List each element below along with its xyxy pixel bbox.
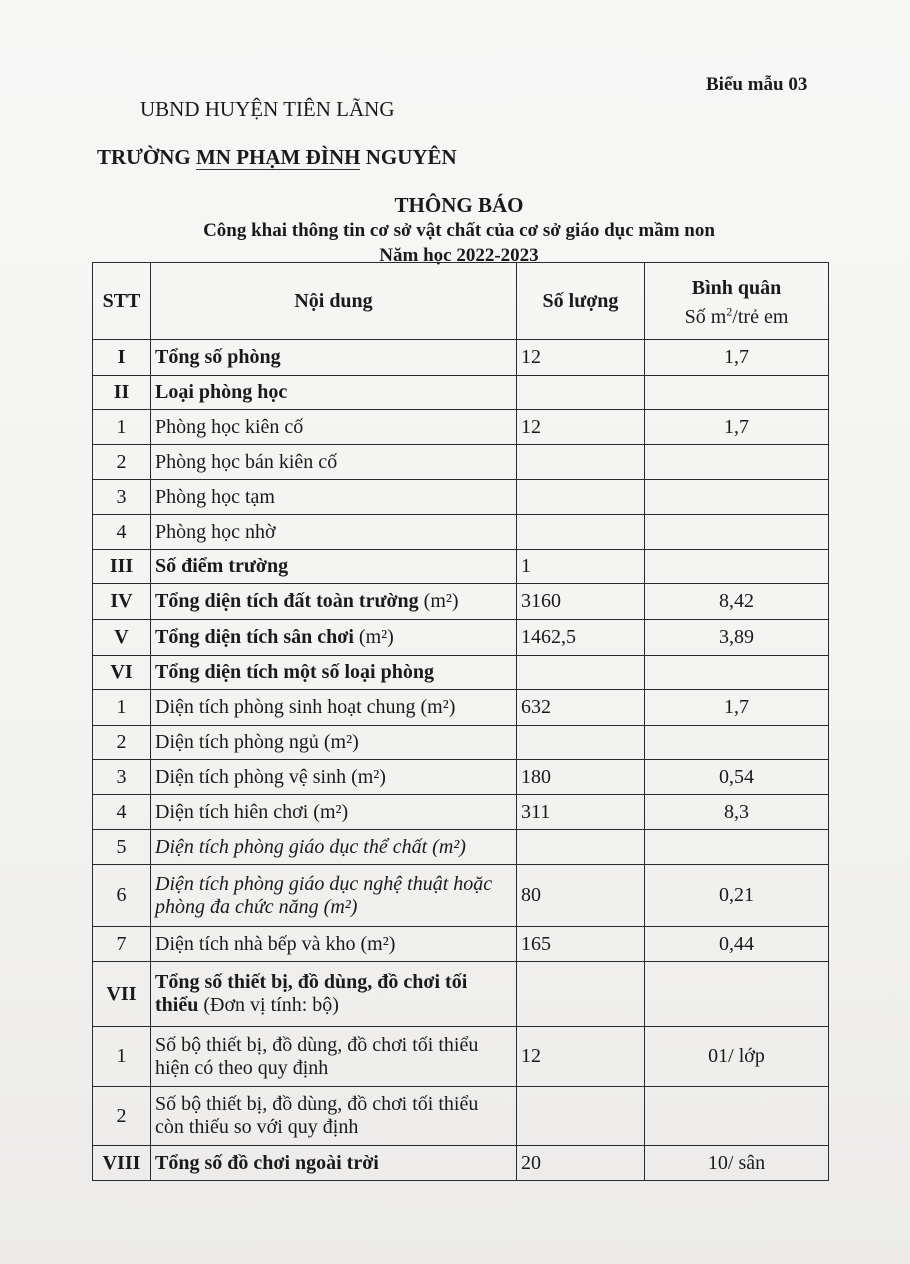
row-content-text: Diện tích phòng giáo dục nghệ thuật hoặc phòng đa chức năng (m²) bbox=[155, 872, 493, 918]
row-content-text: Phòng học tạm bbox=[155, 485, 275, 508]
row-stt: 4 bbox=[93, 795, 151, 830]
row-avg: 0,21 bbox=[645, 865, 829, 927]
row-stt: 5 bbox=[93, 830, 151, 865]
row-stt: VIII bbox=[93, 1146, 151, 1181]
row-avg bbox=[645, 656, 829, 690]
table-row bbox=[93, 480, 829, 515]
agency-name: UBND HUYỆN TIÊN LÃNG bbox=[140, 97, 395, 121]
row-avg: 1,7 bbox=[645, 340, 829, 376]
row-content bbox=[151, 830, 517, 865]
row-content-unit: (m²) bbox=[418, 590, 459, 612]
row-content bbox=[151, 376, 517, 410]
row-qty: 3160 bbox=[517, 584, 645, 620]
row-avg bbox=[645, 480, 829, 515]
row-content-text: Diện tích phòng vệ sinh (m²) bbox=[155, 765, 386, 788]
row-content-text: Diện tích nhà bếp và kho (m²) bbox=[155, 932, 396, 955]
row-stt: 4 bbox=[93, 515, 151, 550]
row-stt: 1 bbox=[93, 1027, 151, 1087]
row-stt: 2 bbox=[93, 726, 151, 760]
row-stt: 3 bbox=[93, 760, 151, 795]
table-row bbox=[93, 584, 829, 620]
row-stt: 2 bbox=[93, 1087, 151, 1146]
row-stt: 1 bbox=[93, 410, 151, 445]
notice-title: THÔNG BÁO bbox=[394, 193, 524, 217]
table-row bbox=[93, 760, 829, 795]
row-avg bbox=[645, 726, 829, 760]
row-qty: 1462,5 bbox=[517, 620, 645, 656]
row-qty: 12 bbox=[517, 1027, 645, 1087]
row-avg: 0,44 bbox=[645, 927, 829, 962]
table-row bbox=[93, 1146, 829, 1181]
row-content bbox=[151, 690, 517, 726]
row-avg: 10/ sân bbox=[645, 1146, 829, 1181]
row-avg bbox=[645, 550, 829, 584]
row-content-text: Tổng diện tích sân chơi bbox=[155, 626, 354, 648]
row-avg: 1,7 bbox=[645, 690, 829, 726]
row-stt: II bbox=[93, 376, 151, 410]
notice-subtitle: Công khai thông tin cơ sở vật chất của cơ sở giáo dục mầm non bbox=[203, 220, 715, 241]
row-qty bbox=[517, 515, 645, 550]
row-content-text: Tổng số đồ chơi ngoài trời bbox=[155, 1151, 379, 1174]
school-underline bbox=[196, 169, 360, 170]
row-qty bbox=[517, 830, 645, 865]
row-avg bbox=[645, 445, 829, 480]
row-content-text: Phòng học nhờ bbox=[155, 520, 276, 543]
row-content bbox=[151, 962, 517, 1027]
row-content bbox=[151, 445, 517, 480]
row-avg bbox=[645, 376, 829, 410]
row-avg: 8,3 bbox=[645, 795, 829, 830]
row-qty bbox=[517, 445, 645, 480]
row-stt: 7 bbox=[93, 927, 151, 962]
row-qty: 20 bbox=[517, 1146, 645, 1181]
row-stt: VII bbox=[93, 962, 151, 1027]
row-content bbox=[151, 550, 517, 584]
row-qty bbox=[517, 726, 645, 760]
form-number: Biểu mẫu 03 bbox=[706, 74, 808, 95]
row-content bbox=[151, 340, 517, 376]
facilities-table bbox=[92, 262, 829, 1181]
row-content-text: Tổng số thiết bị, đồ dùng, đồ chơi tối thiểu bbox=[155, 971, 468, 1016]
row-qty: 12 bbox=[517, 340, 645, 376]
row-content-text: Tổng số phòng bbox=[155, 346, 281, 368]
row-qty bbox=[517, 656, 645, 690]
row-content bbox=[151, 410, 517, 445]
row-stt: IV bbox=[93, 584, 151, 620]
school-name: TRƯỜNG MN PHẠM ĐÌNH NGUYÊN bbox=[97, 145, 457, 169]
row-qty bbox=[517, 480, 645, 515]
row-content-text: Số bộ thiết bị, đồ dùng, đồ chơi tối thiểu còn thiếu so với quy định bbox=[155, 1093, 479, 1138]
row-content-unit: (Đơn vị tính: bộ) bbox=[198, 994, 339, 1016]
row-content bbox=[151, 726, 517, 760]
row-content-text: Diện tích hiên chơi (m²) bbox=[155, 800, 349, 823]
row-content-unit: (m²) bbox=[353, 626, 394, 648]
row-avg bbox=[645, 830, 829, 865]
row-content bbox=[151, 927, 517, 962]
table-row bbox=[93, 550, 829, 584]
row-content bbox=[151, 865, 517, 927]
row-avg: 01/ lớp bbox=[645, 1027, 829, 1087]
row-avg bbox=[645, 1087, 829, 1146]
row-content bbox=[151, 584, 517, 620]
table-header-row bbox=[93, 263, 829, 340]
row-stt: 1 bbox=[93, 690, 151, 726]
row-content bbox=[151, 1146, 517, 1181]
table-row bbox=[93, 445, 829, 480]
row-content bbox=[151, 760, 517, 795]
header-avg-title: Bình quân bbox=[691, 277, 782, 299]
row-content-text: Diện tích phòng giáo dục thể chất (m²) bbox=[155, 835, 466, 858]
row-qty bbox=[517, 1087, 645, 1146]
row-qty: 311 bbox=[517, 795, 645, 830]
table-row bbox=[93, 690, 829, 726]
table-body bbox=[93, 340, 829, 1181]
row-qty: 180 bbox=[517, 760, 645, 795]
table-row bbox=[93, 656, 829, 690]
row-content bbox=[151, 795, 517, 830]
header-stt: STT bbox=[93, 263, 151, 340]
row-stt: I bbox=[93, 340, 151, 376]
row-avg: 0,54 bbox=[645, 760, 829, 795]
row-qty bbox=[517, 376, 645, 410]
row-qty: 165 bbox=[517, 927, 645, 962]
row-stt: V bbox=[93, 620, 151, 656]
row-content-text: Tổng diện tích một số loại phòng bbox=[155, 661, 434, 683]
row-qty: 12 bbox=[517, 410, 645, 445]
table-row bbox=[93, 865, 829, 927]
row-content bbox=[151, 1027, 517, 1087]
header-qty: Số lượng bbox=[517, 263, 645, 340]
table-row bbox=[93, 1027, 829, 1087]
table-row bbox=[93, 1087, 829, 1146]
table-row bbox=[93, 620, 829, 656]
table-row bbox=[93, 795, 829, 830]
row-content-text: Diện tích phòng ngủ (m²) bbox=[155, 731, 359, 753]
row-content bbox=[151, 480, 517, 515]
row-qty: 80 bbox=[517, 865, 645, 927]
row-qty: 1 bbox=[517, 550, 645, 584]
table-row bbox=[93, 410, 829, 445]
row-content-text: Diện tích phòng sinh hoạt chung (m²) bbox=[155, 696, 456, 718]
row-avg: 8,42 bbox=[645, 584, 829, 620]
row-stt: III bbox=[93, 550, 151, 584]
header-avg bbox=[645, 263, 829, 340]
row-stt: VI bbox=[93, 656, 151, 690]
header-content: Nội dung bbox=[151, 263, 517, 340]
row-stt: 2 bbox=[93, 445, 151, 480]
table-row bbox=[93, 962, 829, 1027]
row-content bbox=[151, 515, 517, 550]
row-content-text: Phòng học bán kiên cố bbox=[155, 450, 338, 473]
row-avg bbox=[645, 515, 829, 550]
table-row bbox=[93, 340, 829, 376]
row-content-text: Số bộ thiết bị, đồ dùng, đồ chơi tối thiểu hiện có theo quy định bbox=[155, 1033, 479, 1079]
table-row bbox=[93, 830, 829, 865]
row-stt: 3 bbox=[93, 480, 151, 515]
row-content-text: Loại phòng học bbox=[155, 381, 288, 403]
school-year: Năm học 2022-2023 bbox=[379, 245, 539, 266]
row-content bbox=[151, 620, 517, 656]
header-avg-unit: Số $m^2$/trẻ em bbox=[684, 304, 789, 328]
row-stt: 6 bbox=[93, 865, 151, 927]
row-content-text: Số điểm trường bbox=[155, 555, 289, 577]
row-content bbox=[151, 1087, 517, 1146]
row-content-text: Phòng học kiên cố bbox=[155, 415, 304, 438]
row-avg bbox=[645, 962, 829, 1027]
table-row bbox=[93, 376, 829, 410]
row-content-text: Tổng diện tích đất toàn trường bbox=[155, 590, 419, 612]
table-row bbox=[93, 515, 829, 550]
row-avg: 3,89 bbox=[645, 620, 829, 656]
table-row bbox=[93, 726, 829, 760]
row-content bbox=[151, 656, 517, 690]
table-row bbox=[93, 927, 829, 962]
row-avg: 1,7 bbox=[645, 410, 829, 445]
row-qty: 632 bbox=[517, 690, 645, 726]
row-qty bbox=[517, 962, 645, 1027]
